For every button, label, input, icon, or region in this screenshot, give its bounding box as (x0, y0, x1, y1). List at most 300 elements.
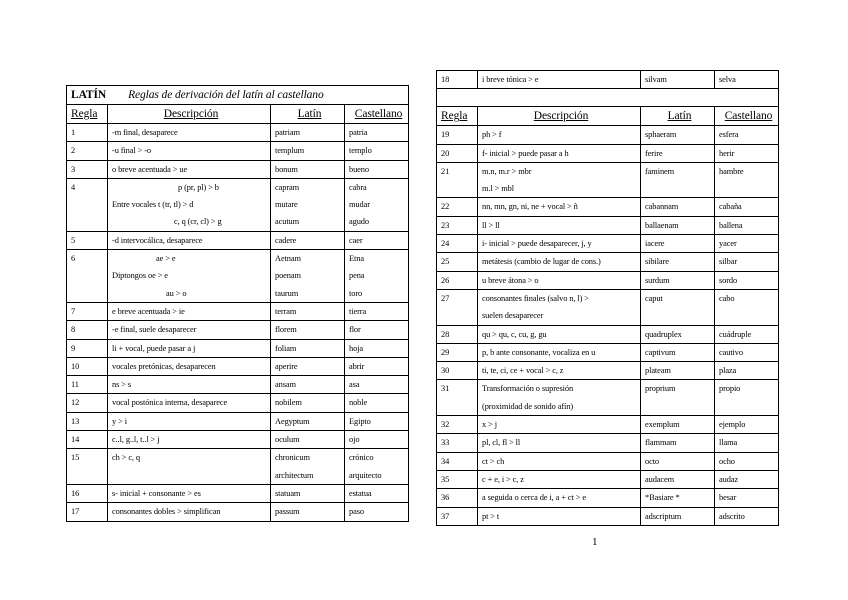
latin-word (641, 416, 715, 434)
page-number: 1 (592, 536, 598, 548)
latin-word (271, 339, 345, 357)
rule-description-line: o breve acentuada > ue (112, 164, 188, 174)
rule-number (437, 198, 478, 216)
castellano-word-line: toro (349, 288, 363, 298)
table-row (67, 250, 409, 303)
rule-number (437, 253, 478, 271)
latin-word-line: iacere (645, 239, 665, 249)
rule-description-line: p (pr, pl) > b (178, 182, 219, 192)
latin-word (641, 162, 715, 198)
rule-description-line: metátesis (cambio de lugar de cons.) (482, 257, 601, 267)
rule-description-line: au > o (166, 288, 187, 298)
rule-description (108, 124, 271, 142)
rule-number-line: 2 (71, 146, 76, 156)
rule-description-line: x > j (482, 420, 497, 430)
castellano-word (715, 489, 779, 507)
latin-word (271, 142, 345, 160)
rule-description-line: consonantes finales (salvo n, l) > (482, 293, 589, 303)
rule-number (437, 343, 478, 361)
latin-word-line: adscriptum (645, 511, 682, 521)
rule-description (108, 412, 271, 430)
rule-description (478, 271, 641, 289)
rule-number (437, 507, 478, 525)
rule-description-line: ct > ch (482, 456, 505, 466)
latin-word-line: faminem (645, 166, 675, 176)
rule-description-line: Entre vocales t (tr, tl) > d (112, 200, 194, 210)
rule-description (478, 507, 641, 525)
castellano-word-line: paso (349, 507, 364, 517)
rule-description-line: pl, cl, fl > ll (482, 438, 521, 448)
rule-description-line: -d intervocálica, desaparece (112, 235, 203, 245)
table-row (67, 178, 409, 231)
rule-number-line: 24 (441, 239, 450, 249)
rule-description-line: ph > f (482, 130, 502, 140)
castellano-word-line (719, 180, 778, 197)
latin-word (641, 144, 715, 162)
rule-number (67, 250, 108, 303)
castellano-word (715, 198, 779, 216)
table-row (437, 325, 779, 343)
title-subtitle: Reglas de derivación del latín al castellano (128, 89, 324, 101)
castellano-word-line: cabaña (719, 202, 742, 212)
castellano-word-line: ballena (719, 220, 743, 230)
latin-word (641, 325, 715, 343)
rule-description (108, 302, 271, 320)
castellano-word (345, 357, 409, 375)
latin-word-line: chronicum (275, 453, 310, 463)
rule-number (437, 126, 478, 144)
castellano-word (345, 142, 409, 160)
table-row (437, 489, 779, 507)
rule-number (67, 124, 108, 142)
rule-description-line (112, 467, 270, 484)
latin-word (641, 434, 715, 452)
latin-word (641, 271, 715, 289)
rule-description-line: ll > ll (482, 220, 500, 230)
latin-word-line: surdum (645, 275, 670, 285)
rule-description (478, 253, 641, 271)
rule-description-line: -m final, desaparece (112, 128, 178, 137)
latin-word-line: sibilare (645, 257, 669, 267)
rule-number-line: 30 (441, 366, 450, 376)
castellano-word-line (719, 307, 778, 324)
rule-number-line: 15 (71, 453, 80, 463)
rule-number-line: 33 (441, 438, 450, 448)
rule-number-line: 17 (71, 507, 80, 517)
table-row (67, 357, 409, 375)
latin-word-line: taurum (275, 288, 299, 298)
rule-description (478, 71, 641, 89)
castellano-word (345, 376, 409, 394)
latin-word-line: cabannam (645, 202, 679, 212)
castellano-word (345, 339, 409, 357)
rule-number (67, 142, 108, 160)
latin-word-line: *Basiare * (645, 493, 680, 503)
castellano-word (715, 144, 779, 162)
table-row (437, 126, 779, 144)
rule-description-line: -u final > -o (112, 146, 152, 156)
rule-description-line: i breve tónica > e (482, 75, 539, 84)
rule-number (67, 302, 108, 320)
rule-number-line: 34 (441, 456, 450, 466)
rule-number (67, 321, 108, 339)
castellano-word (345, 503, 409, 521)
latin-word (641, 489, 715, 507)
castellano-word-line: hoja (349, 343, 364, 353)
table-row (437, 253, 779, 271)
rule-number-line: 14 (71, 435, 80, 445)
latin-word (271, 302, 345, 320)
rule-number (437, 216, 478, 234)
latin-word-line: architectum (275, 470, 314, 480)
header-regla: Regla (67, 105, 108, 124)
latin-word (641, 253, 715, 271)
table-row (67, 231, 409, 249)
rule-number (437, 416, 478, 434)
table-row (67, 394, 409, 412)
latin-word-line: captivum (645, 347, 676, 357)
castellano-word-line: abrir (349, 361, 365, 371)
rule-description (108, 484, 271, 502)
latin-word (641, 289, 715, 325)
rule-number-line: 4 (71, 182, 76, 192)
rule-number (437, 434, 478, 452)
castellano-word (345, 484, 409, 502)
latin-word-line: nobilem (275, 398, 302, 408)
left-rules-table (66, 85, 409, 522)
latin-word (271, 178, 345, 231)
castellano-word-line: Egipto (349, 416, 371, 426)
rule-number (67, 503, 108, 521)
rule-description-line: e breve acentuada > ie (112, 306, 185, 316)
title-latin: LATÍN (71, 89, 107, 101)
rule-number-line: 22 (441, 202, 450, 212)
castellano-word-line: agudo (349, 217, 369, 227)
rule-description (478, 289, 641, 325)
castellano-word-line: llama (719, 438, 738, 448)
latin-word (641, 126, 715, 144)
header-regla: Regla (437, 107, 478, 126)
rule-description-line: i- inicial > puede desaparecer, j, y (482, 239, 592, 249)
latin-word-line: Aegyptum (275, 416, 310, 426)
latin-word (271, 503, 345, 521)
castellano-word-line: patria (349, 128, 368, 137)
rule-number (67, 412, 108, 430)
rule-description-line: u breve átona > o (482, 275, 539, 285)
rule-number-line: 7 (71, 306, 76, 316)
rule-description (478, 452, 641, 470)
rule-description (108, 357, 271, 375)
rule-number-line: 1 (71, 128, 76, 137)
rule-number-line: 12 (71, 398, 80, 408)
rule-number-line: 3 (71, 164, 76, 174)
latin-word (641, 507, 715, 525)
rule-number (67, 357, 108, 375)
table-row (437, 343, 779, 361)
latin-word-line: ansam (275, 380, 296, 390)
castellano-word (345, 449, 409, 485)
latin-word-line: passum (275, 507, 300, 517)
castellano-word (715, 289, 779, 325)
latin-word (641, 362, 715, 380)
castellano-word-line: ocho (719, 456, 735, 466)
latin-word-line (645, 180, 714, 197)
latin-word-line: ballaenam (645, 220, 679, 230)
rule-number-line: 26 (441, 275, 450, 285)
rule-number (437, 71, 478, 89)
table-row (67, 142, 409, 160)
rule-description-line: c..l, g..l, t..l > j (112, 435, 160, 445)
rule-description-line: pt > t (482, 511, 500, 521)
castellano-word-line: cabra (349, 182, 367, 192)
rule-description (478, 362, 641, 380)
castellano-word (345, 431, 409, 449)
table-row (437, 380, 779, 416)
castellano-word-line: cuádruple (719, 329, 752, 339)
right-rules-table (436, 70, 779, 526)
latin-word-line: capram (275, 182, 300, 192)
latin-word-line: patriam (275, 128, 300, 137)
rule-description-line: vocales pretónicas, desaparecen (112, 361, 216, 371)
header-latin: Latín (271, 105, 345, 124)
castellano-word-line: crónico (349, 453, 374, 463)
rule-description-line: m.l > mbl (482, 184, 514, 194)
table-row (67, 124, 409, 142)
castellano-word (715, 380, 779, 416)
rule-description (108, 339, 271, 357)
rule-description (108, 178, 271, 231)
castellano-word (715, 325, 779, 343)
table-row (67, 431, 409, 449)
latin-word (641, 343, 715, 361)
rule-description (108, 321, 271, 339)
castellano-word-line: besar (719, 493, 737, 503)
latin-word-line: statuam (275, 488, 301, 498)
rule-number (437, 144, 478, 162)
rule-number-line: 36 (441, 493, 450, 503)
latin-word-line: acutum (275, 217, 300, 227)
latin-word (641, 216, 715, 234)
latin-word-line: cadere (275, 235, 297, 245)
latin-word (271, 449, 345, 485)
rule-number (67, 484, 108, 502)
castellano-word-line: flor (349, 325, 361, 335)
rule-number (437, 470, 478, 488)
castellano-word-line: estatua (349, 488, 372, 498)
latin-word (271, 431, 345, 449)
rule-description-line: ae > e (156, 254, 176, 264)
latin-word-line: ferire (645, 148, 663, 158)
latin-word-line: oculum (275, 435, 300, 445)
latin-word-line: aperire (275, 361, 298, 371)
castellano-word (345, 302, 409, 320)
castellano-word-line: silbar (719, 257, 738, 267)
rule-number-line: 5 (71, 235, 76, 245)
rule-number (67, 394, 108, 412)
castellano-word (715, 162, 779, 198)
rule-description-line: consonantes dobles > simplifican (112, 507, 221, 517)
rule-number-line: 25 (441, 257, 450, 267)
table-row (437, 216, 779, 234)
table-row (437, 470, 779, 488)
rule-description (478, 162, 641, 198)
header-latin: Latín (641, 107, 715, 126)
castellano-word (345, 412, 409, 430)
table-row (437, 452, 779, 470)
castellano-word-line: caer (349, 235, 363, 245)
castellano-word-line: propio (719, 384, 741, 394)
latin-word (641, 470, 715, 488)
rule-description-line: ns > s (112, 380, 132, 390)
rule-number-line: 8 (71, 325, 76, 335)
latin-word-line: bonum (275, 164, 298, 174)
latin-word (271, 160, 345, 178)
rule-number (437, 162, 478, 198)
latin-word-line: octo (645, 456, 660, 466)
castellano-word-line: cautivo (719, 347, 743, 357)
table-row (67, 484, 409, 502)
rule-description (108, 142, 271, 160)
rule-description (478, 235, 641, 253)
castellano-word (345, 160, 409, 178)
rule-number (67, 339, 108, 357)
castellano-word-line: templo (349, 146, 372, 156)
latin-word (641, 198, 715, 216)
rule-number-line: 19 (441, 130, 450, 140)
rule-description (478, 434, 641, 452)
latin-word (271, 394, 345, 412)
rule-number (437, 325, 478, 343)
latin-word (641, 235, 715, 253)
latin-word (271, 250, 345, 303)
castellano-word-line: hambre (719, 166, 744, 176)
table-row (437, 271, 779, 289)
castellano-word-line: asa (349, 380, 360, 390)
rule-number (67, 449, 108, 485)
latin-word (271, 357, 345, 375)
header-descripcion: Descripción (478, 107, 641, 126)
castellano-word (715, 235, 779, 253)
rule-number (437, 380, 478, 416)
table-row (67, 449, 409, 485)
castellano-word (715, 416, 779, 434)
rule-number-line: 9 (71, 343, 76, 353)
rule-number-line: 35 (441, 474, 450, 484)
castellano-word (345, 231, 409, 249)
rule-description (478, 126, 641, 144)
rule-description-line: y > i (112, 416, 127, 426)
rule-number (437, 235, 478, 253)
castellano-word-line: plaza (719, 366, 737, 376)
castellano-word-line: esfera (719, 130, 739, 140)
table-row (437, 235, 779, 253)
rule-number-line: 18 (441, 75, 450, 84)
rule-number-line: 6 (71, 254, 76, 264)
latin-word (271, 484, 345, 502)
castellano-word (715, 126, 779, 144)
latin-word (271, 124, 345, 142)
rule-description-line: vocal postónica interna, desaparece (112, 398, 228, 408)
rule-description (108, 503, 271, 521)
table-row (437, 362, 779, 380)
rule-number (67, 178, 108, 231)
table-row (67, 302, 409, 320)
rule-description-line: suelen desaparecer (482, 311, 544, 321)
latin-word (641, 380, 715, 416)
latin-word-line (645, 398, 714, 415)
latin-word-line: sphaeram (645, 130, 677, 140)
rule-number-line: 31 (441, 384, 450, 394)
rule-number-line: 13 (71, 416, 80, 426)
castellano-word (715, 343, 779, 361)
rule-description (478, 216, 641, 234)
castellano-word-line: adscrito (719, 511, 745, 521)
latin-word (271, 321, 345, 339)
rule-number (437, 452, 478, 470)
rule-description (478, 198, 641, 216)
rule-description-line: c + e, i > c, z (482, 474, 524, 484)
castellano-word (345, 321, 409, 339)
rule-description (108, 160, 271, 178)
rule-number-line: 28 (441, 329, 450, 339)
castellano-word (715, 271, 779, 289)
table-row (437, 416, 779, 434)
rule-description-line: -e final, suele desaparecer (112, 325, 197, 335)
rule-description (478, 325, 641, 343)
castellano-word (715, 362, 779, 380)
latin-word-line: flammam (645, 438, 677, 448)
castellano-word (715, 452, 779, 470)
castellano-word (715, 507, 779, 525)
table-title-row (67, 86, 409, 105)
table-row (437, 434, 779, 452)
header-row (67, 105, 409, 124)
header-castellano: Castellano (345, 105, 409, 124)
table-row (437, 162, 779, 198)
rule-description (108, 449, 271, 485)
rule-number (437, 362, 478, 380)
rule-number (67, 160, 108, 178)
castellano-word-line: audaz (719, 474, 739, 484)
castellano-word-line: bueno (349, 164, 369, 174)
rule-description (478, 343, 641, 361)
rule-number-line: 10 (71, 361, 80, 371)
rule-description-line: f- inicial > puede pasar a h (482, 148, 569, 158)
castellano-word-line: sordo (719, 275, 738, 285)
rule-number-line: 27 (441, 293, 450, 303)
rule-number-line: 23 (441, 220, 450, 230)
rule-description (478, 470, 641, 488)
spacer-row (437, 89, 779, 107)
latin-word-line: plateam (645, 366, 671, 376)
rule-description (108, 431, 271, 449)
latin-word (641, 71, 715, 89)
castellano-word-line: mudar (349, 200, 370, 210)
latin-word-line: audacem (645, 474, 675, 484)
rule-description (108, 250, 271, 303)
latin-word (641, 452, 715, 470)
rule-description-line: m.n, m.r > mbr (482, 166, 532, 176)
latin-word-line: silvam (645, 75, 667, 84)
rule-description-line: Diptongos oe > e (112, 271, 168, 281)
rule-description-line: qu > qu, c, cu, g, gu (482, 329, 547, 339)
castellano-word (345, 178, 409, 231)
rule-number-line: 37 (441, 511, 450, 521)
rule-description (108, 376, 271, 394)
castellano-word (715, 470, 779, 488)
latin-word (271, 412, 345, 430)
header-castellano: Castellano (715, 107, 779, 126)
